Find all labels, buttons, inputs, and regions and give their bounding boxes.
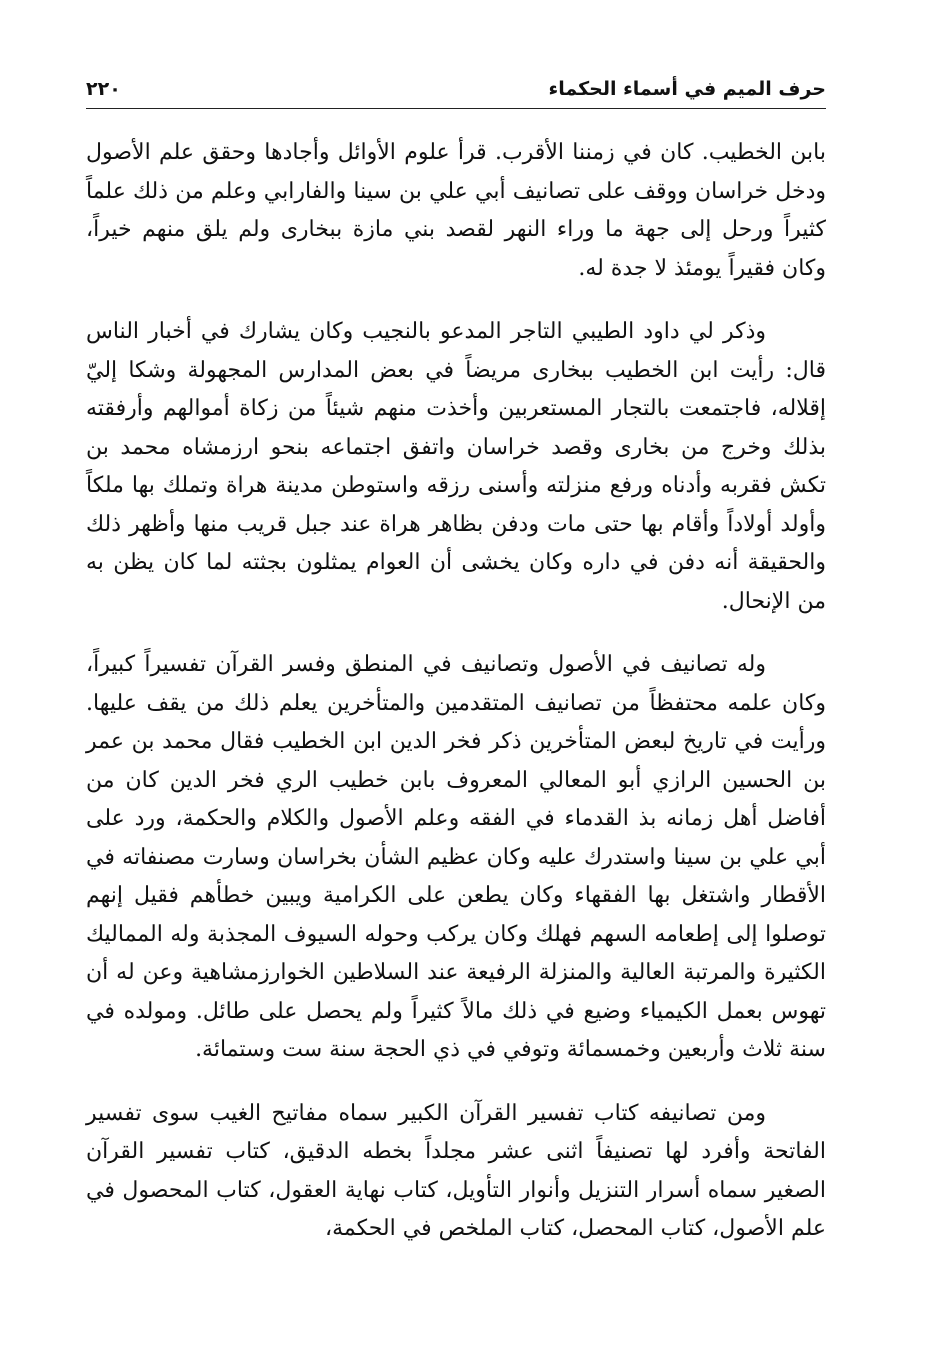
running-head-title: حرف الميم في أسماء الحكماء	[548, 78, 826, 100]
paragraph-2: وذكر لي داود الطيبي التاجر المدعو بالنجيب وكان يشارك في أخبار الناس قال: رأيت ابن الخطيب ببخارى مريضاً في بعض المدارس المجهولة وشكا إليّ إقلاله، فاجتمعت بالتجار المستعربين وأخذت منهم شيئاً من زكاة أموالهم وأرفقته بذلك وخرج من بخارى وقصد خراسان واتفق اجتماعه بنحو ارزمشاه محمد بن تكش فقربه وأدناه ورفع منزلته وأسنى رزقه واستوطن مدينة هراة وتملك بها ملكاً وأولد أولاداً وأقام بها حتى مات ودفن بظاهر هراة عند جبل قريب منها وأظهر ذلك والحقيقة أنه دفن في داره وكان يخشى أن العوام يمثلون بجثته لما كان يظن به من الإنحال.	[86, 319, 826, 614]
paragraph-4: ومن تصانيفه كتاب تفسير القرآن الكبير سماه مفاتيح الغيب سوى تفسير الفاتحة وأفرد لها تصنيفاً اثنى عشر مجلداً بخطه الدقيق، كتاب تفسير القرآن الصغير سماه أسرار التنزيل وأنوار التأويل، كتاب نهاية العقول، كتاب المحصول في علم الأصول، كتاب المحصل، كتاب الملخص في الحكمة،	[86, 1100, 826, 1241]
paragraph-1: بابن الخطيب. كان في زمننا الأقرب. قرأ علوم الأوائل وأجادها وحقق علم الأصول ودخل خراسان ووقف على تصانيف أبي علي بن سينا والفارابي وعلم من ذلك علماً كثيراً ورحل إلى جهة ما وراء النهر لقصد بني مازة ببخارى ولم يلق منهم خيراً، وكان فقيراً يومئذ لا جدة له.	[86, 140, 826, 281]
page-number: ٢٢٠	[86, 78, 121, 100]
body-text	[86, 134, 826, 1274]
running-head	[86, 70, 826, 104]
header-rule	[86, 108, 826, 109]
paragraph-3: وله تصانيف في الأصول وتصانيف في المنطق وفسر القرآن تفسيراً كبيراً، وكان علمه محتفظاً من تصانيف المتقدمين والمتأخرين يعلم ذلك من يقف عليها. ورأيت في تاريخ لبعض المتأخرين ذكر فخر الدين ابن الخطيب فقال محمد بن عمر بن الحسين الرازي أبو المعالي المعروف بابن خطيب الري فخر الدين كان من أفاضل أهل زمانه بذ القدماء في الفقه وعلم الأصول والكلام والحكمة، ورد على أبي علي بن سينا واستدرك عليه وكان عظيم الشأن بخراسان وسارت مصنفاته في الأقطار واشتغل بها الفقهاء وكان يطعن على الكرامية ويبين خطأهم فقيل إنهم توصلوا إلى إطعامه السهم فهلك وكان يركب وحوله السيوف المجذبة وله المماليك الكثيرة والمرتبة العالية والمنزلة الرفيعة عند السلاطين الخوارزمشاهية وعن له أن تهوس بعمل الكيمياء وضيع في ذلك مالاً كثيراً ولم يحصل على طائل. ومولده في سنة ثلاث وأربعين وخمسمائة وتوفي في ذي الحجة سنة ست وستمائة.	[86, 652, 826, 1062]
